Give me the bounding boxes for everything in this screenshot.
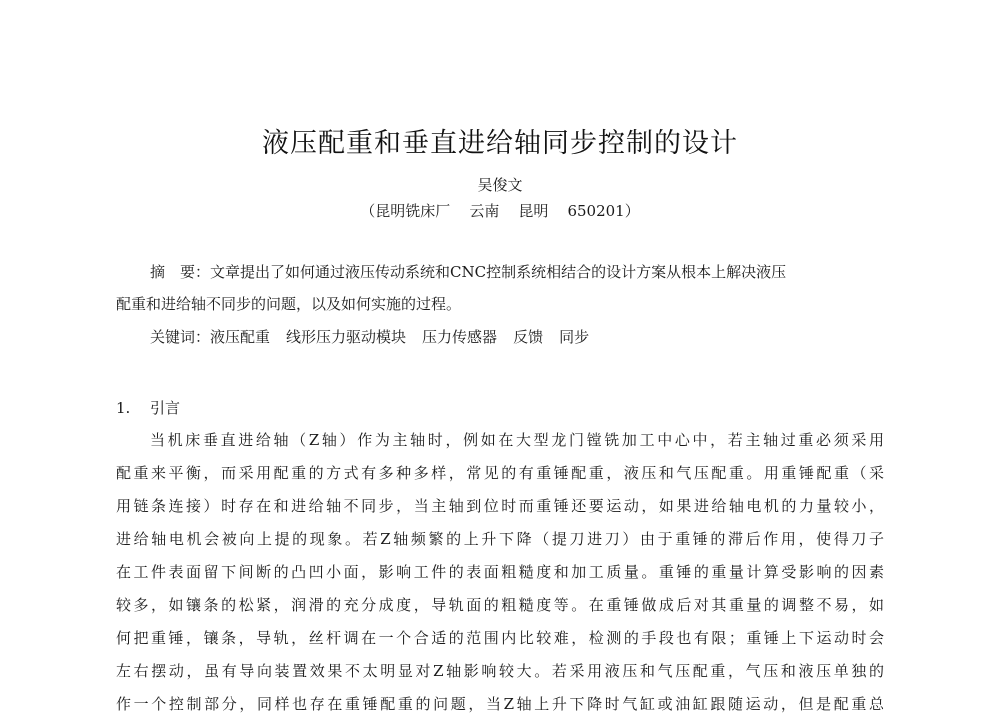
abstract-label: 摘 要： xyxy=(150,263,211,281)
abstract-text-1: 文章提出了如何通过液压传动系统和CNC控制系统相结合的设计方案从根本上解决液压 xyxy=(210,263,787,281)
keywords-line xyxy=(150,326,890,348)
abstract-line-2: 配重和进给轴不同步的问题，以及如何实施的过程。 xyxy=(116,295,462,313)
keyword-item: 液压配重 xyxy=(210,328,271,346)
body-line: 较多，如镶条的松紧，润滑的充分成度，导轨面的粗糙度等。在重锤做成后对其重量的调整不易，如 xyxy=(116,596,884,614)
body-line: 在工件表面留下间断的凸凹小面，影响工件的表面粗糙度和加工质量。重锤的重量计算受影响的因素 xyxy=(116,563,884,581)
body-line: 左右摆动，虽有导向装置效果不太明显对Z轴影响较大。若采用液压和气压配重，气压和液压单独的 xyxy=(116,662,884,680)
section-number: 1. xyxy=(116,399,131,417)
keyword-item: 压力传感器 xyxy=(422,328,498,346)
keyword-item: 同步 xyxy=(559,328,590,346)
body-line: 配重来平衡，而采用配重的方式有多种多样，常见的有重锤配重，液压和气压配重。用重锤配重（采 xyxy=(116,464,884,482)
keyword-item: 反馈 xyxy=(513,328,544,346)
body-line: 进给轴电机会被向上提的现象。若Z轴频繁的上升下降（提刀进刀）由于重锤的滞后作用，使得刀子 xyxy=(116,530,884,548)
body-line: 当机床垂直进给轴（Z轴）作为主轴时，例如在大型龙门镗铣加工中心中，若主轴过重必须采用 xyxy=(150,431,884,449)
body-line: 作一个控制部分，同样也存在重锤配重的问题，当Z轴上升下降时气缸或油缸跟随运动，但是配重总 xyxy=(116,695,884,713)
paper-title: 液压配重和垂直进给轴同步控制的设计 xyxy=(262,128,738,159)
keyword-item: 线形压力驱动模块 xyxy=(286,328,407,346)
section-heading: 引言 xyxy=(150,399,181,417)
author-name: 吴俊文 xyxy=(477,176,523,194)
keywords-label: 关键词： xyxy=(150,328,211,346)
body-line: 何把重锤，镶条，导轨，丝杆调在一个合适的范围内比较难，检测的手段也有限；重锤上下运动时会 xyxy=(116,629,884,647)
body-line: 用链条连接）时存在和进给轴不同步，当主轴到位时而重锤还要运动，如果进给轴电机的力量较小， xyxy=(116,497,884,515)
author-affiliation: （昆明铣床厂 云南 昆明 650201） xyxy=(360,202,640,220)
abstract-line-1 xyxy=(150,261,890,283)
